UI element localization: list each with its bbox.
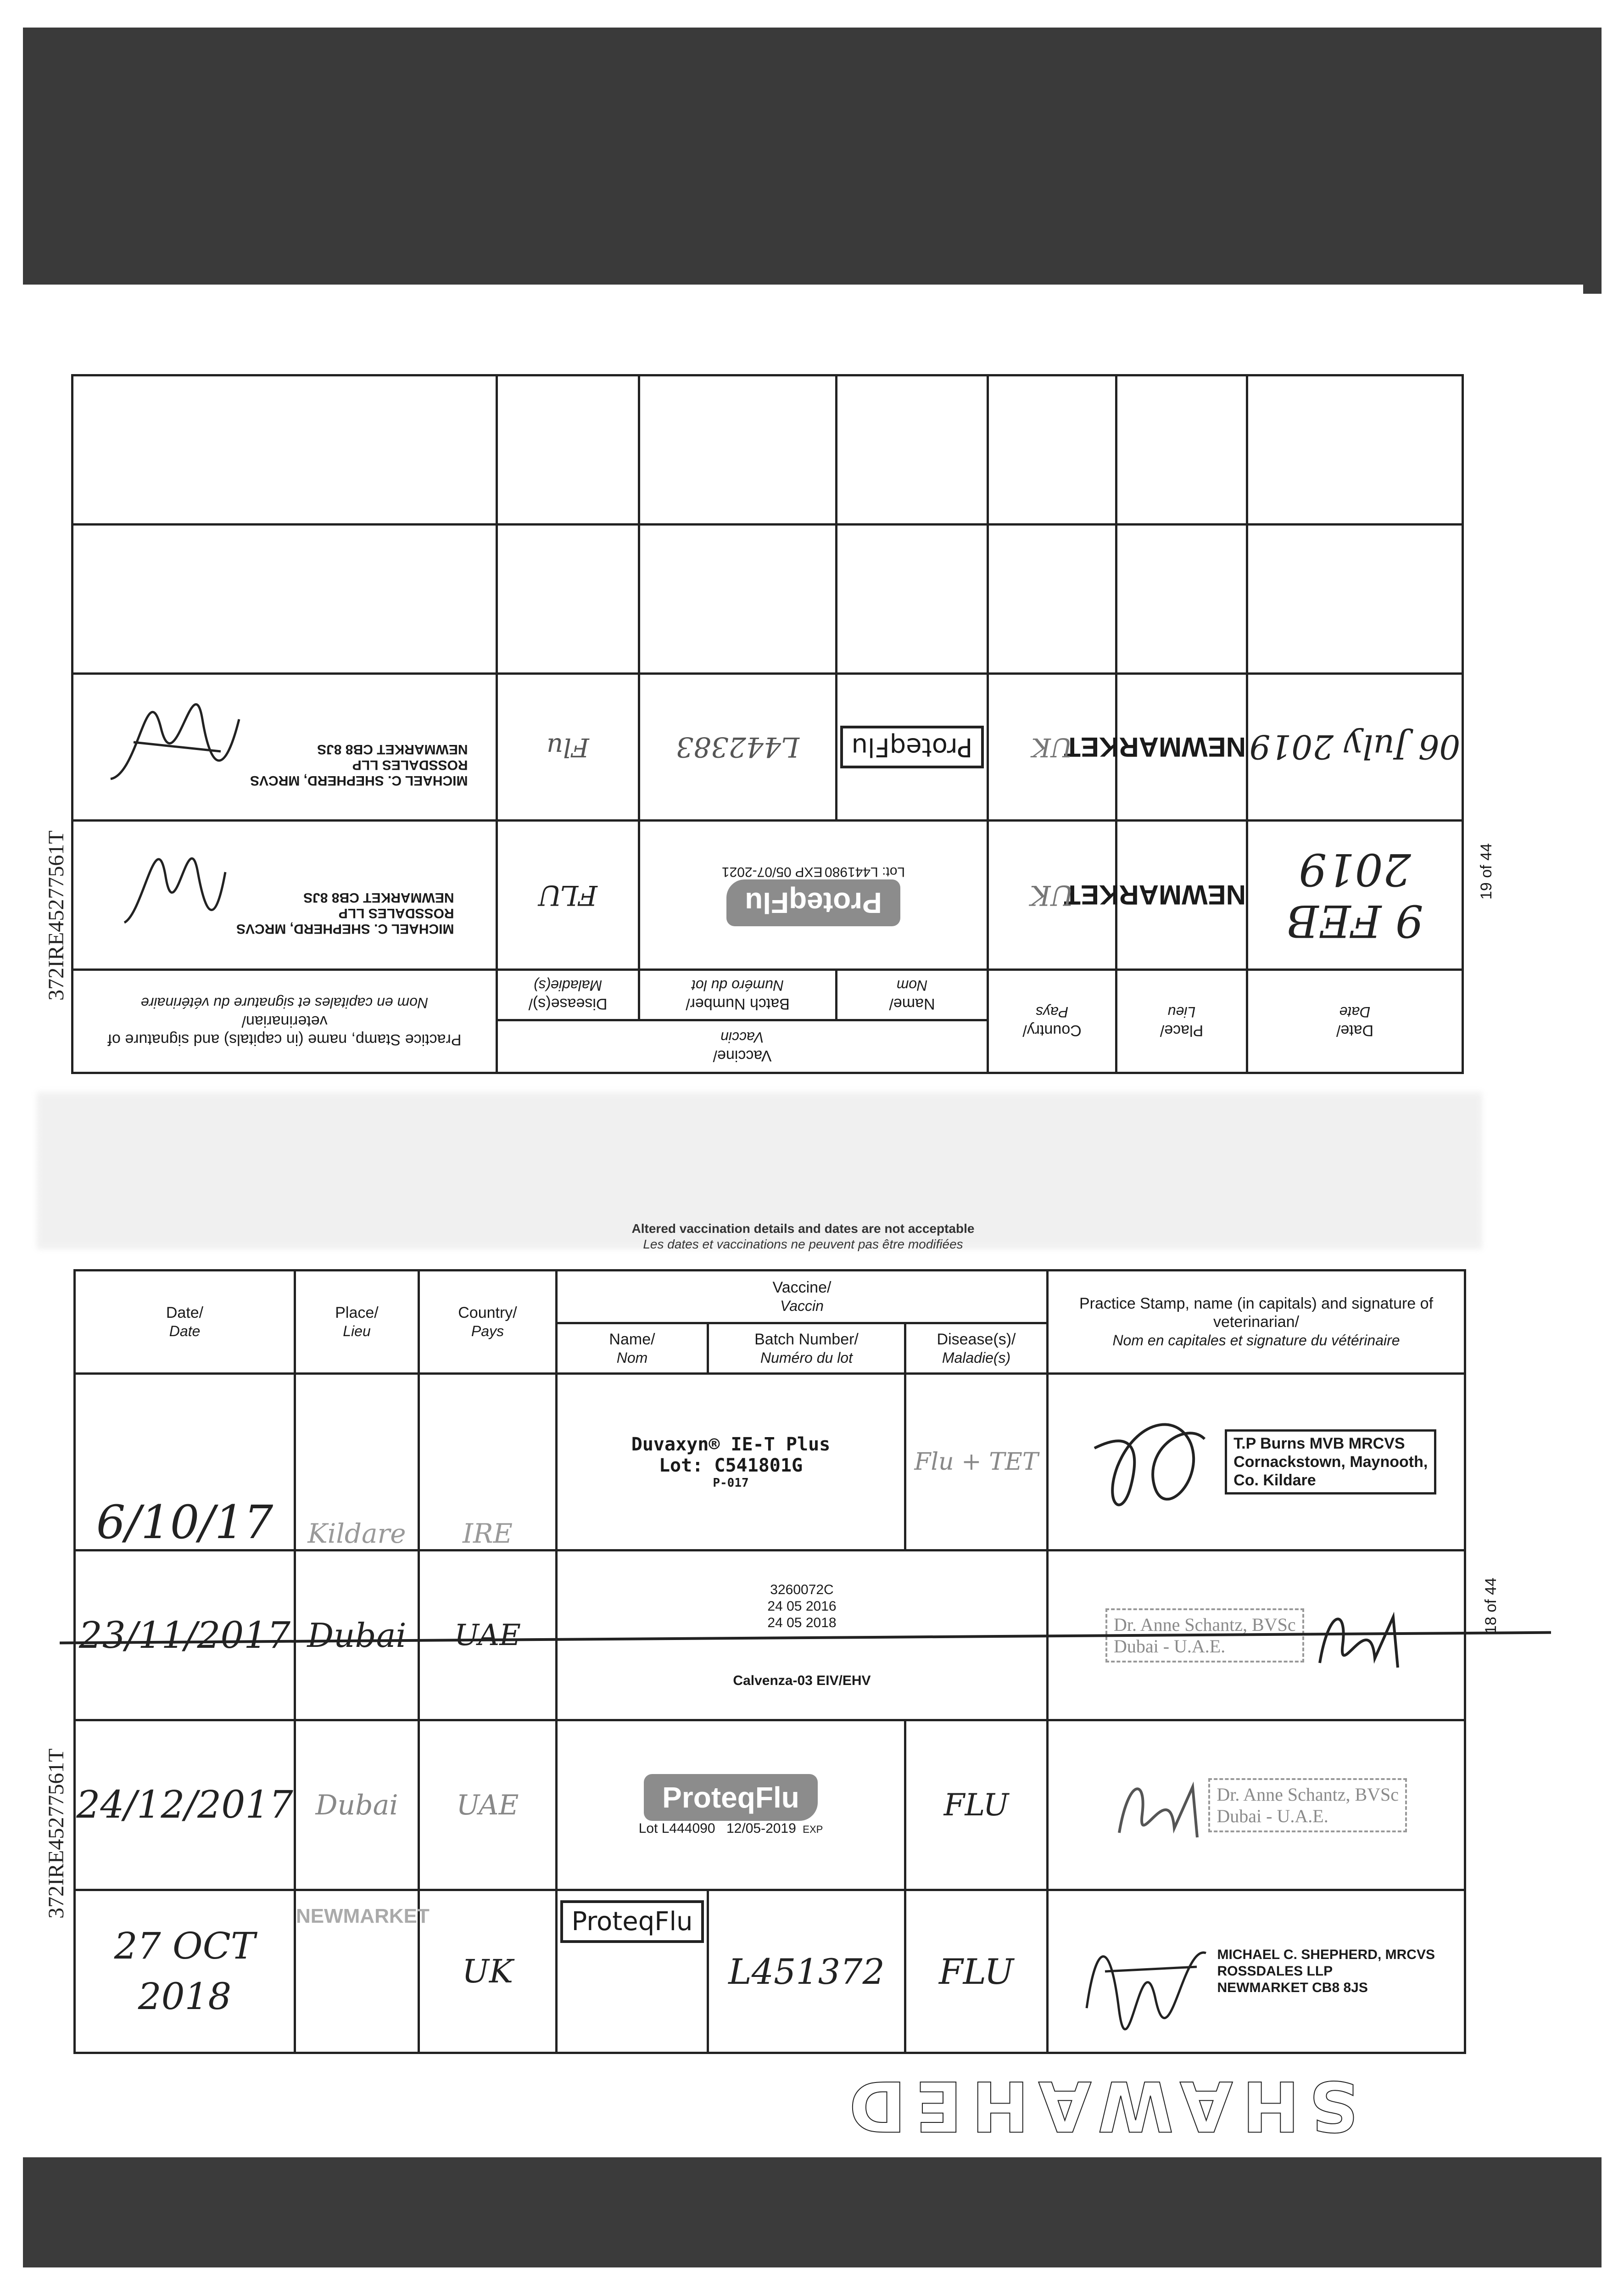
exp-text: EXP 05/07-2021 [721,864,823,879]
scanner-shadow-top [23,28,1602,294]
vaccine-name-cell [557,1890,708,2053]
table-row [75,1374,1465,1551]
batch-cell: L442383 [639,674,837,821]
vaccine-name: Duvaxyn® IE-T Plus [631,1434,831,1455]
proteqflu-stamp: ProteqFlu [840,726,983,768]
proteqflu-label: ProteqFlu [644,1774,818,1821]
header-disease: Disease(s)/ Maladie(s) [905,1323,1048,1374]
stamp-code: P-017 [713,1476,749,1490]
page-number-lower: 18 of 44 [1482,1578,1500,1634]
disease-cell: Flu [497,674,639,821]
lower-vaccination-table [73,1269,1466,2054]
passport-id-lower: 372IRE45277561T [44,1748,68,1919]
country-cell: UK [988,674,1116,821]
date-cell: 6/10/17 [75,1374,295,1551]
date-cell: 9 FEB 2019 [1247,821,1463,970]
vet-signature [1077,1916,1215,2026]
place-cell: Dubai [295,1720,419,1890]
vet-stamp: MICHAEL C. SHEPHERD, MRCVS ROSSDALES LLP NEWMARKET CB8 8JS [236,890,454,936]
vet-stamp: MICHAEL C. SHEPHERD, MRCVS ROSSDALES LLP NEWMARKET CB8 8JS [250,742,468,789]
horse-name-handwritten: SHAWAHED [840,2066,1359,2145]
disease-cell: Flu + TET [905,1374,1048,1551]
disease-cell: FLU [497,821,639,970]
proteqflu-label: ProteqFlu [726,879,900,926]
place-cell: NEWMARKET [1116,821,1247,970]
header-country: Country/ Pays [988,970,1116,1073]
header-vet: Practice Stamp, name (in capitals) and signature of veterinarian/ Nom en capitales et signature du vétérinaire [1048,1271,1465,1374]
place-cell: NEWMARKET [295,1890,419,2053]
exp-label: EXP [803,1823,823,1835]
header-batch: Batch Number/ Numéro du lot [708,1323,905,1374]
header-vet: Practice Stamp, name (in capitals) and signature of veterinarian/ Nom en capitales et signature du vétérinaire [73,970,497,1073]
table-row [73,821,1463,970]
alteration-notice: Altered vaccination details and dates are not acceptable Les dates et vaccinations ne peuvent pas être modifiées [631,1221,975,1251]
country-cell: UK [988,821,1116,970]
vet-stamp: T.P Burns MVB MRCVS Cornackstown, Maynooth, Co. Kildare [1225,1429,1436,1495]
date-cell: 27 OCT 2018 [75,1890,295,2053]
vaccine-sticker-cell [557,1720,905,1890]
header-date: Date/ Date [75,1271,295,1374]
lot-text: Lot L444090 [638,1820,715,1836]
disease-cell: FLU [905,1890,1048,2053]
country-cell: UK [419,1890,557,2053]
vet-signature [101,701,248,793]
place-cell: NEWMARKET [1116,674,1247,821]
vet-signature [1076,1393,1223,1531]
vaccine-cell: 3260072C 24 05 2016 24 05 2018 Calvenza-03 EIV/EHV [557,1551,1048,1720]
vaccine-cell [557,1374,905,1551]
vet-stamp-cell [73,821,497,970]
table-row-empty [73,375,1463,525]
date-cell: 23/11/2017 [75,1551,295,1720]
place-cell: Kildare [295,1374,419,1551]
country-cell: UAE [419,1720,557,1890]
vet-stamp-cell [1048,1890,1465,2053]
header-country: Country/ Pays [419,1271,557,1374]
date-cell: 24/12/2017 [75,1720,295,1890]
passport-id-upper: 372IRE45277561T [44,830,68,1001]
lot-text: Lot: L441980 [824,864,905,879]
lot-text: Lot: C541801G [659,1455,803,1476]
header-place: Place/ Lieu [1116,970,1247,1073]
header-disease: Disease(s)/ Maladie(s) [497,970,639,1020]
header-vaccine: Vaccine/ Vaccin [497,1020,988,1073]
vet-stamp-cell [1048,1720,1465,1890]
proteqflu-stamp: ProteqFlu [560,1900,703,1943]
vet-stamp-cell [73,674,497,821]
header-date: Date/ Date [1247,970,1463,1073]
vet-signature [1105,1759,1206,1851]
header-name: Name/ Nom [837,970,988,1020]
header-name: Name/ Nom [557,1323,708,1374]
page-number-upper: 19 of 44 [1478,843,1495,900]
table-row [75,1890,1465,2053]
table-row-empty [73,525,1463,674]
header-vaccine: Vaccine/ Vaccin [557,1271,1048,1323]
exp-text: 12/05-2019 [726,1820,796,1836]
vet-stamp: Dr. Anne Schantz, BVSc Dubai - U.A.E. [1208,1778,1407,1832]
upper-vaccination-table-rotated [73,376,1464,1074]
vet-signature [115,849,234,941]
table-row [73,674,1463,821]
date-cell: 06 July 2019 [1247,674,1463,821]
vet-stamp: MICHAEL C. SHEPHERD, MRCVS ROSSDALES LLP NEWMARKET CB8 8JS [1217,1947,1435,1995]
table-row [75,1720,1465,1890]
scanner-shadow-bottom [23,2157,1602,2267]
country-cell: IRE [419,1374,557,1551]
vaccine-sticker-cell [639,821,988,970]
vet-stamp-cell [1048,1374,1465,1551]
vet-stamp: Dr. Anne Schantz, BVSc Dubai - U.A.E. [1105,1608,1304,1662]
vaccine-name-cell [837,674,988,821]
place-cell: Dubai [295,1551,419,1720]
header-place: Place/ Lieu [295,1271,419,1374]
disease-cell: FLU [905,1720,1048,1890]
header-batch: Batch Number/ Numéro du lot [639,970,837,1020]
batch-cell: L451372 [708,1890,905,2053]
country-cell: UAE [419,1551,557,1720]
upper-vaccination-table [71,374,1464,1074]
vaccine-name: Calvenza-03 EIV/EHV [733,1673,871,1688]
